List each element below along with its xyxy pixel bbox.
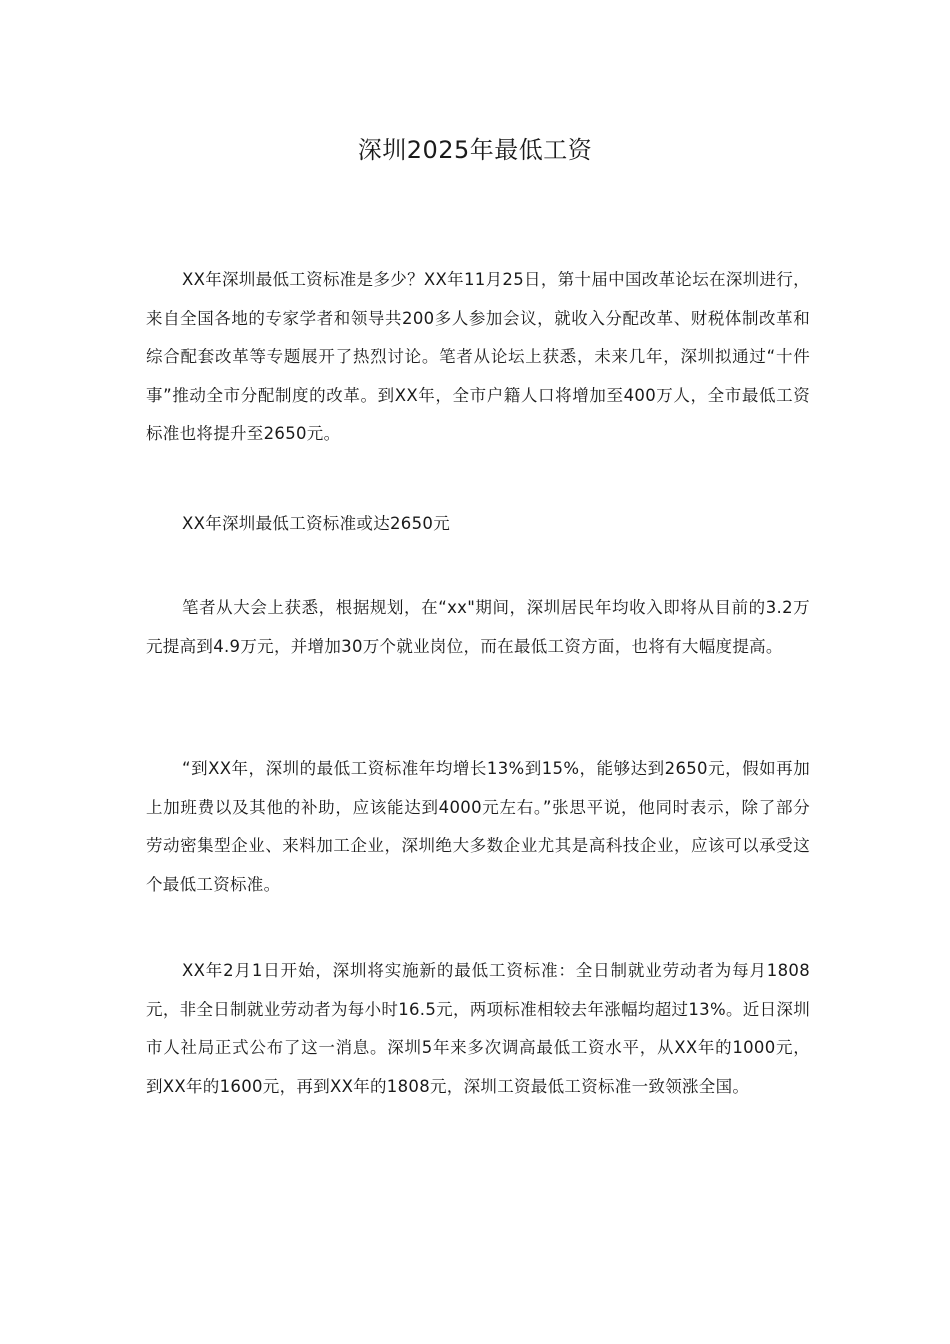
paragraph-quote: “到XX年，深圳的最低工资标准年均增长13%到15%，能够达到2650元，假如再加上加班费以及其他的补助，应该能达到4000元左右。”张思平说，他同时表示，除了部分劳动密集型企业、来料加工企业，深圳绝大多数企业尤其是高科技企业，应该可以承受这个最低工资标准。 (146, 759, 810, 894)
paragraph-standard: XX年2月1日开始，深圳将实施新的最低工资标准：全日制就业劳动者为每月1808元，非全日制就业劳动者为每小时16.5元，两项标准相较去年涨幅均超过13%。近日深圳市人社局正式公布了这一消息。深圳5年来多次调高最低工资水平，从XX年的1000元，到XX年的1600元，再到XX年的1808元，深圳工资最低工资标准一致领涨全国。 (146, 961, 810, 1096)
paragraph-plan: 笔者从大会上获悉，根据规划，在“xx"期间，深圳居民年均收入即将从目前的3.2万元提高到4.9万元，并增加30万个就业岗位，而在最低工资方面，也将有大幅度提高。 (146, 598, 810, 656)
paragraph-intro: XX年深圳最低工资标准是多少？XX年11月25日，第十届中国改革论坛在深圳进行，来自全国各地的专家学者和领导共200多人参加会议，就收入分配改革、财税体制改革和综合配套改革等专题展开了热烈讨论。笔者从论坛上获悉，未来几年，深圳拟通过“十件事”推动全市分配制度的改革。到XX年，全市户籍人口将增加至400万人，全市最低工资标准也将提升至2650元。 (146, 270, 810, 443)
paragraph-subheading: XX年深圳最低工资标准或达2650元 (182, 514, 450, 533)
document-title: 深圳2025年最低工资 (357, 136, 593, 164)
